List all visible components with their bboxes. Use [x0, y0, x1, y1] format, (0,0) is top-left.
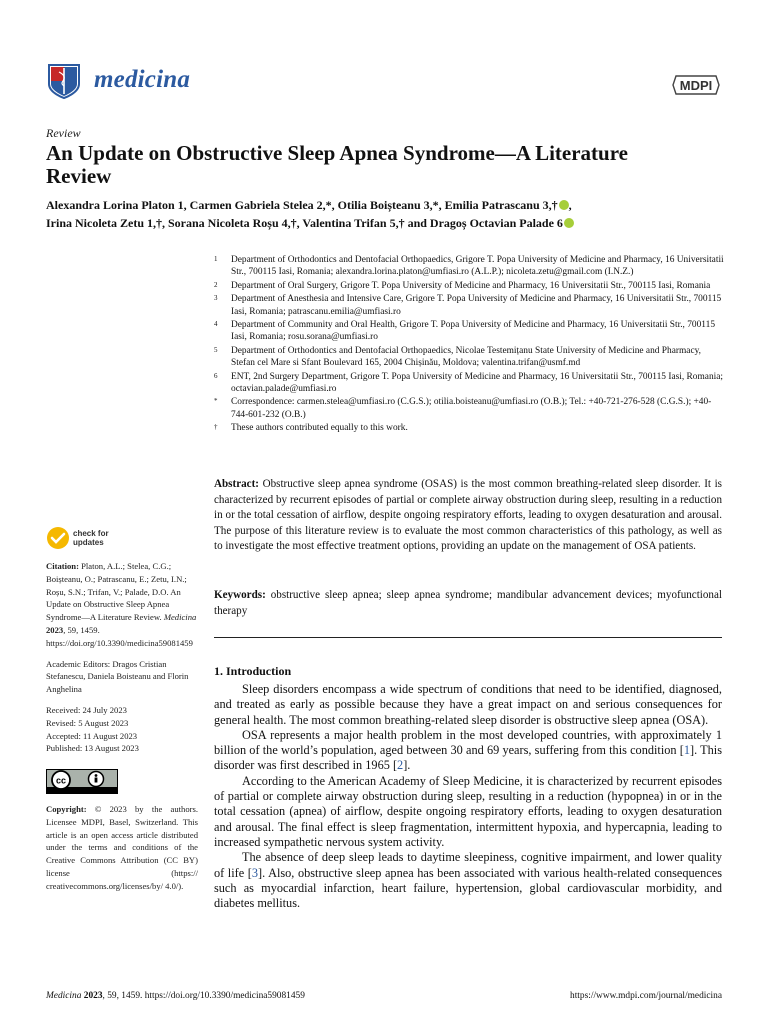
affiliation-number: 5: [214, 345, 218, 354]
footer-journal-url[interactable]: https://www.mdpi.com/journal/medicina: [570, 991, 722, 1001]
footer-doi[interactable]: , 59, 1459. https://doi.org/10.3390/medicina59081459: [102, 991, 305, 1001]
check-for-label: check for: [73, 529, 109, 538]
affiliation-number: 6: [214, 371, 218, 380]
article-type: Review: [46, 126, 81, 140]
paragraph-text: ].: [403, 758, 411, 773]
paragraph-text: ]. Also, obstructive sleep apnea has been associated with various health-related consequences such as myocardial infarction, heart failure, hypertension, global cardiovascular morbidity, and diabetes mellitus.: [214, 865, 722, 911]
orcid-icon[interactable]: [564, 218, 574, 228]
affiliation-text: Department of Orthodontics and Dentofacial Orthopaedics, Nicolae Testemițanu State University of Medicine and Pharmacy, Stefan cel Mare si Sfant Boulevard 165, 2004 Chișinău, Moldova; valentina.trifan@usmf.md: [231, 345, 702, 369]
affiliation-item: [214, 345, 726, 370]
affiliation-number: *: [214, 397, 218, 406]
dates-block: [46, 704, 198, 755]
paragraph: [214, 728, 722, 774]
sidebar: [46, 526, 198, 893]
paragraph-text: OSA represents a major health problem in the most developed countries, with approximately 1 billion of the world’s population, aged between 30 and 69 years, suffering from this condition [: [214, 727, 722, 758]
affiliation-item: [214, 422, 726, 434]
check-for-updates-button[interactable]: [46, 526, 198, 550]
paragraph: [214, 850, 722, 911]
copyright-label: Copyright:: [46, 803, 87, 814]
keywords-label: Keywords:: [214, 589, 266, 601]
updates-label: updates: [73, 538, 104, 547]
footer-citation: [46, 991, 305, 1001]
check-for-updates-icon: [46, 526, 70, 550]
revised-date: Revised: 5 August 2023: [46, 717, 129, 728]
citation-label: Citation:: [46, 561, 79, 571]
published-date: Published: 13 August 2023: [46, 743, 139, 754]
abstract-text: Obstructive sleep apnea syndrome (OSAS) is the most common breathing-related sleep disorder. It is characterized by recurrent episodes of partial or complete airway obstruction during sleep, resulting in a reduction in or the total cessation of airflow, despite ongoing respiratory efforts, leading to oxygen desaturation and arousal. The purpose of this literature review is to evaluate the most common characteristics of this pathology, as well as to investigate the most effective treatment options, providing an update on the management of OSA patients.: [214, 478, 722, 553]
cc-by-license-icon[interactable]: [46, 769, 118, 794]
svg-text:cc: cc: [55, 775, 67, 786]
affiliation-item: [214, 254, 726, 279]
keywords-text: obstructive sleep apnea; sleep apnea syndrome; mandibular advancement devices; myofunctional therapy: [214, 589, 722, 617]
citation-link[interactable]: 2: [397, 758, 404, 773]
paragraph: According to the American Academy of Sleep Medicine, it is characterized by recurrent episodes of partial or complete airway obstruction during sleep, resulting in a reduction (hypopnea) in or in the total cessation (apnea) of airflow, despite ongoing respiratory efforts, leading to oxygen desaturation and arousal. The final effect is sleep fragmentation, intermittent hypoxia, and hypercapnia, leading to increased sympathetic nervous system activity.: [214, 773, 722, 849]
affiliation-text: Correspondence: carmen.stelea@umfiasi.ro (C.G.S.); otilia.boisteanu@umfiasi.ro (O.B.); Tel.: +40-721-276-528 (C.G.S.); +40-744-601-232 (O.B.): [231, 397, 712, 420]
affiliation-text: These authors contributed equally to this work.: [231, 423, 408, 434]
author-list: [46, 196, 722, 232]
affiliation-item: [214, 280, 726, 292]
section-title: 1. Introduction: [214, 664, 292, 678]
footer-year: 2023: [83, 991, 103, 1001]
affiliation-text: Department of Anesthesia and Intensive Care, Grigore T. Popa University of Medicine and Pharmacy, 16 Universitatii Str., 700115 Iasi, Romania; patrascanu.emilia@umfiasi.ro: [231, 294, 722, 317]
abstract-label: Abstract:: [214, 478, 259, 490]
affiliation-text: Department of Orthodontics and Dentofacial Orthopaedics, Grigore T. Popa University of Medicine and Pharmacy, 16 Universitatii Str., 700115 Iasi, Romania; alexandra.lorina.platon@umfiasi.ro (A.L.P.); nicoleta.zetu@gmail.com (I.N.Z.): [231, 255, 724, 278]
copyright-block: [46, 803, 198, 893]
affiliation-item: [214, 293, 726, 318]
citation-link[interactable]: 1: [683, 743, 690, 758]
article-title: An Update on Obstructive Sleep Apnea Syndrome—A Literature Review: [46, 141, 628, 188]
citation-link[interactable]: 3: [251, 865, 259, 880]
paragraph-text: ]. This disorder was first described in 1965 [: [214, 743, 723, 773]
journal-header: [46, 62, 722, 102]
affiliation-number: 4: [214, 320, 218, 329]
medicina-logo-icon: [46, 62, 82, 100]
citation-year: 2023: [46, 624, 64, 635]
page-footer: [46, 991, 722, 1001]
authors-line-1-end: ,: [568, 198, 572, 212]
paragraph: Sleep disorders encompass a wide spectrum of conditions that need to be identified, diagnosed, and treated as early as possible because they have a great impact on and serious consequences for general health. The most common breathing-related sleep disorder is obstructive sleep apnea (OSA).: [214, 682, 722, 727]
copyright-text: © 2023 by the authors. Licensee MDPI, Basel, Switzerland. This article is an open access article distributed under the terms and conditions of the Creative Commons Attribution (CC BY) license (https:// creativecommons.org/licenses/by/ 4.0/).: [46, 803, 198, 891]
affiliation-item: [214, 371, 726, 396]
abstract: [214, 477, 722, 555]
accepted-date: Accepted: 11 August 2023: [46, 730, 138, 741]
citation-doi[interactable]: , 59, 1459. https://doi.org/10.3390/medicina59081459: [46, 624, 193, 648]
footer-journal: Medicina: [46, 991, 82, 1001]
affiliations: [214, 254, 726, 436]
mdpi-logo-icon: [670, 72, 722, 98]
keywords: [214, 588, 722, 619]
authors-line-1: Alexandra Lorina Platon 1, Carmen Gabriela Stelea 2,*, Otilia Boișteanu 3,*, Emilia Patrascanu 3,†: [46, 198, 558, 212]
citation-block: [46, 560, 198, 650]
citation-text: Platon, A.L.; Stelea, C.G.; Boișteanu, O.; Patrascanu, E.; Zetu, I.N.; Roșu, S.N.; Trifan, V.; Palade, D.O. An Update on Obstructive Sleep Apnea Syndrome—A Literature Review.: [46, 561, 187, 623]
affiliation-text: Department of Community and Oral Health, Grigore T. Popa University of Medicine and Pharmacy, 16 Universitatii Str., 700115 Iasi, Romania; rosu.sorana@umfiasi.ro: [231, 320, 716, 343]
affiliation-text: ENT, 2nd Surgery Department, Grigore T. Popa University of Medicine and Pharmacy, 16 Universitatii Str., 700115 Iasi, Romania; octavian.palade@umfiasi.ro: [231, 371, 723, 395]
affiliation-number: 2: [214, 280, 218, 289]
affiliation-number: 3: [214, 294, 218, 303]
received-date: Received: 24 July 2023: [46, 704, 127, 715]
affiliation-number: †: [214, 423, 218, 432]
orcid-icon[interactable]: [559, 200, 569, 210]
authors-line-2: Irina Nicoleta Zetu 1,†, Sorana Nicoleta Roșu 4,†, Valentina Trifan 5,† and Dragoș Octavian Palade 6: [46, 216, 563, 230]
publisher-name: MDPI: [679, 78, 713, 93]
intro-body: [214, 682, 722, 911]
paragraph-text: The absence of deep sleep leads to daytime sleepiness, cognitive impairment, and lower quality of life [: [214, 850, 722, 880]
citation-journal: Medicina: [163, 612, 197, 623]
academic-editors: Academic Editors: Dragos Cristian Stefanescu, Daniela Boisteanu and Florin Anghelina: [46, 658, 189, 695]
journal-name: medicina: [94, 66, 191, 93]
affiliation-number: 1: [214, 255, 218, 263]
affiliation-item: [214, 396, 726, 421]
section-divider: [214, 637, 722, 638]
affiliation-item: [214, 319, 726, 344]
affiliation-text: Department of Oral Surgery, Grigore T. Popa University of Medicine and Pharmacy, 16 Universitatii Str., 700115 Iasi, Romania: [231, 280, 711, 291]
